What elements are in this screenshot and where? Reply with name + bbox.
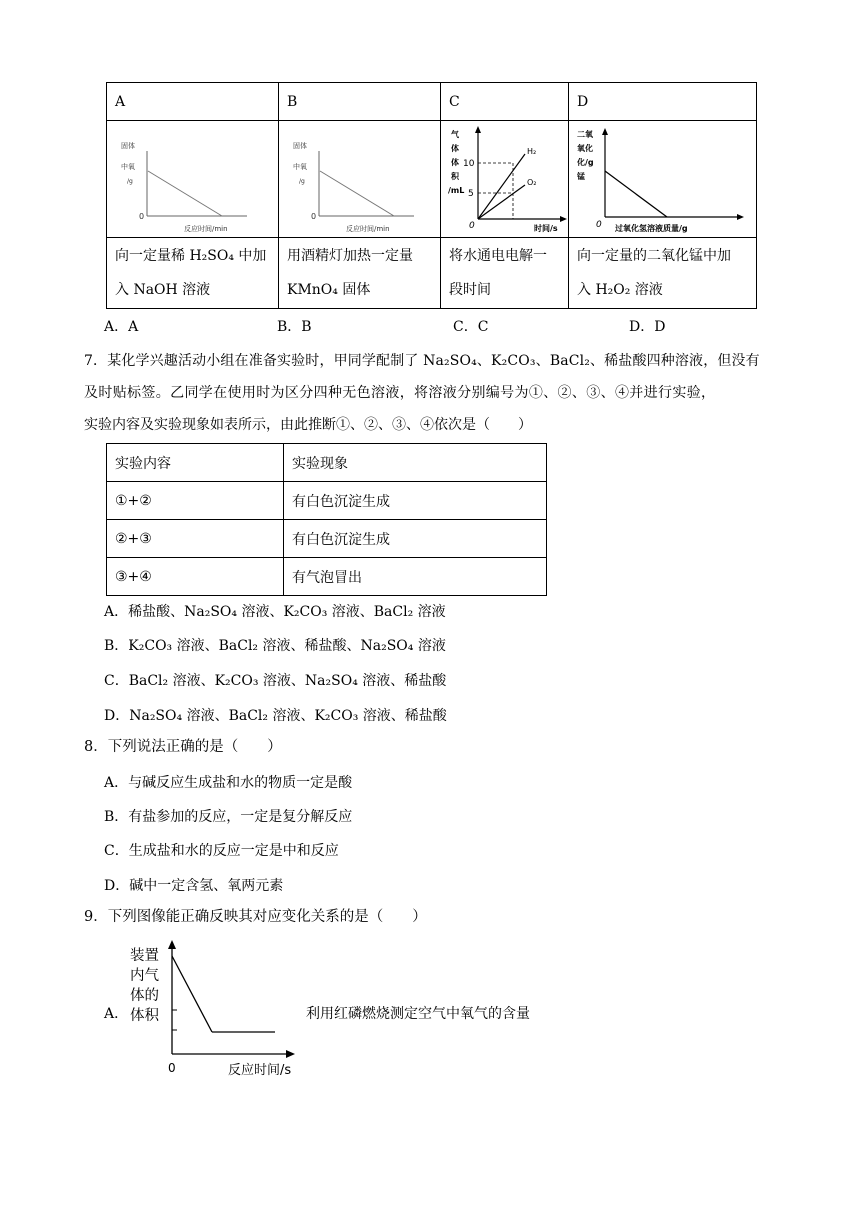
- q6-desc-d: [569, 238, 757, 309]
- q9-option-a-graph: [122, 936, 302, 1076]
- q7-row1-content: ①+②: [107, 482, 284, 520]
- q6-graph-d-ylabel-4: 锰: [577, 172, 585, 181]
- q6-graph-a-cell: [107, 121, 279, 238]
- q6-graph-a: [107, 121, 267, 233]
- q7-stem-line3: 实验内容及实验现象如表所示，由此推断①、②、③、④依次是（ ）: [84, 417, 532, 433]
- q6-graph-c-h2-label: H₂: [527, 147, 537, 156]
- q6-graph-d-origin: 0: [596, 220, 602, 230]
- q6-graph-a-ylabel-3: /g: [127, 178, 133, 185]
- q6-graph-a-ylabel-2: 中氧: [121, 163, 135, 171]
- q6-graph-b-ylabel-2: 中氧: [293, 163, 307, 171]
- q6-option-a[interactable]: A．A: [104, 319, 139, 335]
- q6-header-c: C: [441, 83, 569, 121]
- q6-graph-c-h2-line: [478, 154, 525, 219]
- q6-desc-a-line1: 向一定量稀 H₂SO₄ 中加: [115, 248, 267, 264]
- q6-graph-c-xlabel: 时间/s: [534, 224, 558, 233]
- q8-option-d[interactable]: D．碱中一定含氢、氧两元素: [104, 878, 284, 894]
- q7-row2-content: ②+③: [107, 520, 284, 558]
- q9-graph-ylabel-4: 体积: [130, 1008, 159, 1024]
- table-row: [107, 558, 547, 596]
- q9-graph-ylabel-1: 装置: [130, 948, 159, 964]
- q6-graph-c-ylabel-2: 体: [451, 144, 459, 153]
- q7-table-header-content: 实验内容: [107, 444, 284, 482]
- q7-stem-line2: 及时贴标签。乙同学在使用时为区分四种无色溶液，将溶液分别编号为①、②、③、④并进行实验，: [84, 385, 716, 401]
- q6-graph-d-xlabel: 过氧化氢溶液质量/g: [615, 224, 688, 233]
- q6-option-d[interactable]: D．D: [629, 319, 666, 335]
- q6-graph-c-ylabel-1: 气: [451, 130, 459, 139]
- q7-table: [106, 443, 547, 596]
- q6-graph-d-ylabel-3: 化/g: [577, 158, 594, 167]
- q6-desc-b-line2: KMnO₄ 固体: [287, 282, 371, 298]
- q6-graph-c-ylabel-3: 体: [451, 158, 459, 167]
- q7-row3-phenomenon: 有气泡冒出: [284, 558, 547, 596]
- table-row: [107, 482, 547, 520]
- q9-graph-decline-line: [172, 956, 212, 1032]
- q9-stem: 9．下列图像能正确反映其对应变化关系的是（ ）: [84, 909, 427, 925]
- q6-desc-d-line1: 向一定量的二氧化锰中加: [577, 248, 731, 264]
- q6-graph-d-cell: [569, 121, 757, 238]
- q6-graph-d-ylabel-1: 二氧: [577, 130, 593, 139]
- q6-option-b[interactable]: B．B: [277, 319, 312, 335]
- q8-option-b[interactable]: B．有盐参加的反应，一定是复分解反应: [104, 809, 353, 825]
- q6-desc-b: [279, 238, 441, 309]
- q6-graph-b: [279, 121, 429, 233]
- q6-desc-a: [107, 238, 279, 309]
- q7-option-b[interactable]: B．K₂CO₃ 溶液、BaCl₂ 溶液、稀盐酸、Na₂SO₄ 溶液: [104, 638, 446, 654]
- q6-graph-a-ylabel-1: 固体: [121, 142, 135, 150]
- q6-graph-c-cell: [441, 121, 569, 238]
- q8-option-c[interactable]: C．生成盐和水的反应一定是中和反应: [104, 843, 339, 859]
- q6-graph-c-o2-label: O₂: [527, 178, 537, 187]
- q9-graph-ylabel-3: 体的: [130, 988, 159, 1004]
- q6-header-a: A: [107, 83, 279, 121]
- q7-row2-phenomenon: 有白色沉淀生成: [284, 520, 547, 558]
- q6-graph-b-cell: [279, 121, 441, 238]
- q6-graph-b-origin: 0: [311, 212, 317, 221]
- q6-desc-b-line1: 用酒精灯加热一定量: [287, 248, 413, 264]
- q6-graph-c-ylabel-5: /mL: [448, 186, 465, 195]
- q6-desc-a-line2: 入 NaOH 溶液: [115, 282, 211, 298]
- q6-graph-b-ylabel-1: 固体: [293, 142, 307, 150]
- q7-row3-content: ③+④: [107, 558, 284, 596]
- q6-header-d: D: [569, 83, 757, 121]
- q6-graph-c-tick-5: 5: [468, 189, 474, 199]
- q9-option-a-description: 利用红磷燃烧测定空气中氧气的含量: [306, 1006, 530, 1022]
- q6-graph-b-ylabel-3: /g: [299, 178, 305, 185]
- q6-desc-d-line2: 入 H₂O₂ 溶液: [577, 282, 663, 298]
- q9-option-a[interactable]: A．: [104, 1006, 129, 1022]
- q7-stem-line1: 7．某化学兴趣活动小组在准备实验时，甲同学配制了 Na₂SO₄、K₂CO₃、BaCl₂、稀盐酸四种溶液，但没有: [84, 353, 760, 369]
- q6-graph-d-line: [605, 171, 667, 217]
- q6-option-c[interactable]: C．C: [453, 319, 489, 335]
- q7-table-header-phenomenon: 实验现象: [284, 444, 547, 482]
- q6-graph-c-ylabel-4: 积: [451, 172, 459, 181]
- q6-graph-a-origin: 0: [139, 212, 145, 221]
- q6-desc-c: [441, 238, 569, 309]
- q7-option-c[interactable]: C．BaCl₂ 溶液、K₂CO₃ 溶液、Na₂SO₄ 溶液、稀盐酸: [104, 673, 447, 689]
- q6-graph-d: [569, 121, 755, 233]
- q9-graph-ylabel-2: 内气: [130, 968, 159, 984]
- q8-stem: 8．下列说法正确的是（ ）: [84, 739, 282, 755]
- table-row: [107, 520, 547, 558]
- q6-desc-c-line1: 将水通电电解一: [449, 248, 547, 264]
- q6-graph-b-line: [320, 171, 394, 216]
- q6-header-b: B: [279, 83, 441, 121]
- q8-option-a[interactable]: A．与碱反应生成盐和水的物质一定是酸: [104, 775, 353, 791]
- q7-row1-phenomenon: 有白色沉淀生成: [284, 482, 547, 520]
- q6-graph-c-tick-10: 10: [463, 159, 475, 169]
- q6-graph-c-origin: 0: [469, 221, 475, 231]
- q6-graph-b-xlabel: 反应时间/min: [346, 225, 390, 233]
- q6-graph-d-ylabel-2: 氧化: [577, 144, 593, 153]
- q7-option-a[interactable]: A．稀盐酸、Na₂SO₄ 溶液、K₂CO₃ 溶液、BaCl₂ 溶液: [104, 604, 446, 620]
- q6-desc-c-line2: 段时间: [449, 282, 491, 298]
- q9-graph-xlabel: 反应时间/s: [228, 1063, 292, 1076]
- q7-option-d[interactable]: D．Na₂SO₄ 溶液、BaCl₂ 溶液、K₂CO₃ 溶液、稀盐酸: [104, 708, 447, 724]
- q6-graph-c-o2-line: [478, 185, 525, 219]
- q9-graph-origin: 0: [168, 1061, 176, 1075]
- q6-graph-c: [441, 121, 567, 233]
- q6-graph-a-line: [148, 171, 222, 216]
- q6-table: [106, 82, 757, 309]
- q6-graph-a-xlabel: 反应时间/min: [184, 225, 228, 233]
